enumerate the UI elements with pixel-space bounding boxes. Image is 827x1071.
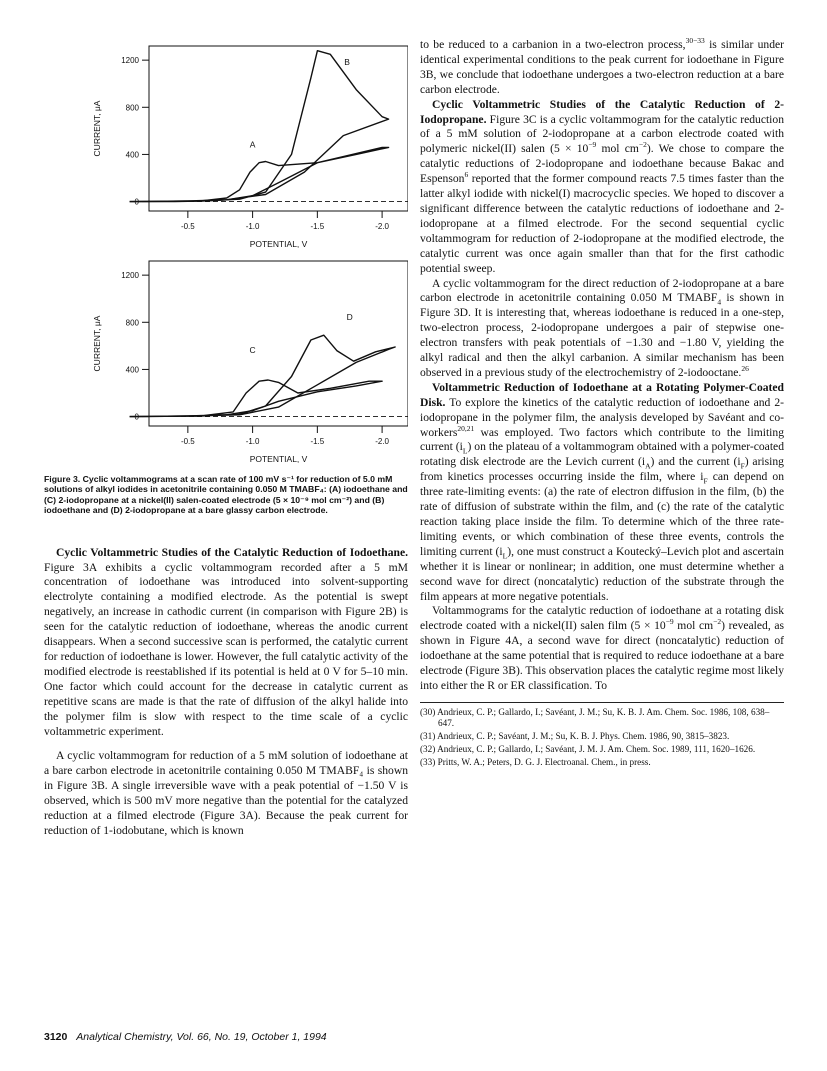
paragraph-text: A cyclic voltammogram for the direct reduction of 2-iodopropane at a bare carbon electrode in acetonitrile containing 0.050 M TMABF	[420, 276, 784, 305]
reference-item: (32) Andrieux, C. P.; Gallardo, I.; Savéant, J. M. J. Am. Chem. Soc. 1989, 111, 1620–1626.	[420, 743, 756, 754]
voltammogram-curve-d	[130, 335, 396, 416]
x-tick-label: -1.5	[310, 222, 325, 231]
paragraph-text: Figure 3A exhibits a cyclic voltammogram recorded after a 5 mM concentration of iodoethane was introduced into solvent-supporting electrolyte containing a modified electrode. As the potential is swept negatively, an increase in cathodic current (in comparison with Figure 2B) is seen for the catalytic reduction of iodoethane, whereas the anodic current disappears. When a second successive scan is performed, the catalytic current for reduction of iodoethane is lower. However, the full catalytic activity of the modified electrode is reestablished if its potential is held at 0 V for 5–10 min. One factor which could account for the decrease in catalytic current as repetitive scans are made is that the rate of diffusion of the alkyl halide into the polymer film is slow with respect to the time scale of a cyclic voltammetric experiment.	[44, 560, 408, 738]
y-tick-label: 0	[134, 197, 139, 207]
y-axis-label: CURRENT, μA	[92, 315, 102, 372]
y-tick-label: 1200	[121, 56, 139, 66]
figure-3	[44, 38, 408, 516]
x-tick-label: -1.0	[245, 437, 260, 446]
references	[420, 702, 784, 768]
exponent: −2	[713, 617, 722, 627]
section-heading: Cyclic Voltammetric Studies of the Catalytic Reduction of Iodoethane.	[56, 545, 408, 559]
y-tick-label: 800	[125, 103, 139, 113]
paragraph-text: ) on the plateau of a voltammogram obtained with a polymer-coated rotating disk electrode are the Levich current (i	[420, 440, 784, 469]
subscript: 4	[717, 297, 722, 307]
paragraph	[44, 546, 408, 740]
paragraph-text: can depend on three rate-limiting events: (a) the rate of electron diffusion in the film, (b) the rate of diffusion of substrate within the film, and (c) the rate of the catalytic reaction taking place inside the film. To determine which of the three rate-limiting events, or which combination of these three events, controls the limiting current (i	[420, 470, 784, 558]
citation: 20,21	[457, 423, 475, 433]
citation: 30−33	[685, 36, 705, 46]
x-tick-label: -1.0	[245, 222, 260, 231]
right-column	[420, 38, 784, 770]
citation: 26	[741, 364, 749, 374]
reference-item: (30) Andrieux, C. P.; Gallardo, I.; Savéant, J. M.; Su, K. B. J. Am. Chem. Soc. 1986, 108, 638–647.	[420, 706, 770, 728]
paragraph	[420, 277, 784, 381]
paragraph-text: mol cm	[596, 142, 639, 156]
paragraph-text: ). We chose to compare the catalytic reductions of 2-iodopropane and iodoethane because Bakac and Espenson	[420, 142, 784, 186]
figure-caption-text: Cyclic voltammograms at a scan rate of 100 mV s⁻¹ for reduction of 5.0 mM solutions of alkyl iodides in acetonitrile containing 0.050 M TMABF₄: (A) iodoethane and (C) 2-iodopropane at a nickel(II) salen-coated electrode (5 × 10⁻⁹ mol cm⁻²) and (B) iodoethane and (D) 2-iodopropane at a bare glassy carbon electrode.	[44, 474, 408, 516]
paragraph-text: ) arising from kinetics processes occurring inside the film, where i	[420, 455, 784, 484]
paragraph-text: to be reduced to a carbanion in a two-electron process,	[420, 38, 686, 51]
paragraph-text: Voltammograms for the catalytic reduction of iodoethane at a rotating disk electrode coated with a nickel(II) salen film (5 × 10	[420, 604, 784, 633]
paragraph	[420, 381, 784, 605]
subscript: A	[645, 461, 651, 471]
left-column	[44, 38, 408, 839]
curve-annotation: A	[249, 139, 256, 150]
subscript: F	[703, 476, 708, 486]
paragraph-text: is shown in Figure 3D. It is interesting that, whereas iodoethane is reduced in a one-step, two-electron process, 2-iodopropane undergoes a pair of stepwise one-electron transfers with peak potentials of −1.30 and −1.80 V, yielding the alkyl radical and then the alkyl carbanion. A similar mechanism has been observed in a previous study of the electrochemistry of 2-iodooctane.	[420, 291, 784, 379]
y-tick-label: 800	[125, 318, 139, 328]
x-axis-label: POTENTIAL, V	[249, 454, 308, 464]
page-footer	[44, 1031, 327, 1043]
y-tick-label: 400	[125, 365, 139, 375]
exponent: −9	[588, 140, 597, 150]
journal-citation: Analytical Chemistry, Vol. 66, No. 19, October 1, 1994	[76, 1031, 327, 1043]
citation: 6	[464, 170, 469, 180]
y-tick-label: 400	[125, 150, 139, 160]
reference-item: (31) Andrieux, C. P.; Savéant, J. M.; Su, K. B. J. Phys. Chem. 1986, 90, 3815–3823.	[420, 730, 730, 741]
paragraph-text: A cyclic voltammogram for reduction of a 5 mM solution of iodoethane at a bare carbon electrode in acetonitrile containing 0.050 M TMABF₄ is shown in Figure 3B. A single irreversible wave with a peak potential of −1.50 V is observed, which is 500 mV more negative than the potential for the catalyzed reduction at a filmed electrode (Figure 3A). Because the peak current for reduction of 1-iodobutane, which is known	[44, 749, 408, 837]
y-tick-label: 1200	[121, 271, 139, 281]
x-tick-label: -0.5	[180, 222, 195, 231]
y-tick-label: 0	[134, 412, 139, 422]
paragraph	[420, 38, 784, 98]
paragraph	[420, 604, 784, 693]
chart-panel-c-d	[44, 253, 408, 468]
paragraph-text: is similar under identical experimental conditions to the peak current for iodoethane in Figure 3B, we conclude that iodoethane undergoes a two-electron reduction at a bare carbon electrode.	[420, 38, 784, 96]
figure-caption	[44, 474, 408, 516]
paragraph-text: ) and the current (i	[650, 455, 741, 469]
exponent: −9	[665, 617, 674, 627]
figure-label: Figure 3.	[44, 474, 81, 484]
paragraph	[44, 749, 408, 838]
curve-annotation: D	[346, 311, 353, 322]
reference-item: (33) Pritts, W. A.; Peters, D. G. J. Electroanal. Chem., in press.	[420, 756, 651, 767]
x-tick-label: -1.5	[310, 437, 325, 446]
x-axis-label: POTENTIAL, V	[249, 239, 308, 249]
subscript: L	[462, 446, 468, 456]
section-heading: Cyclic Voltammetric Studies of the Catalytic Reduction of 2-Iodopropane.	[420, 97, 784, 126]
exponent: −2	[638, 140, 647, 150]
paragraph	[420, 98, 784, 277]
subscript: L	[502, 551, 508, 561]
paragraph-text: reported that the former compound reacts 7.5 times faster than the latter alkyl iodide with nickel(I) macrocyclic species. We hoped to discover a significant difference between the catalytic reductions of iodoethane and 2-iodopropane at a filmed electrode. For the second sequential cyclic voltammogram for reduction of 2-iodopropane at the modified electrode, the catalytic current was once again smaller than that for the first cathodic potential sweep.	[420, 172, 784, 275]
page-number: 3120	[44, 1031, 68, 1043]
chart-panel-a-b	[44, 38, 408, 253]
curve-annotation: B	[344, 56, 350, 67]
paragraph-text: ) revealed, as shown in Figure 4A, a second wave for direct (noncatalytic) reduction of iodoethane at the same potential that is required to reduce iodoethane at a bare electrode (Figure 3B). This observation places the catalytic regime most likely into either the R or ER classification. To	[420, 619, 785, 692]
paragraph-text: ), one must construct a Koutecký–Levich plot and ascertain whether it is linear or nonlinear; in addition, one must determine whether a second wave for direct (noncatalytic) reduction of the substrate through the film appears at more negative potentials.	[420, 544, 784, 603]
paragraph-text: mol cm	[673, 619, 714, 633]
x-tick-label: -0.5	[180, 437, 195, 446]
subscript: F	[740, 461, 745, 471]
section-heading: Voltammetric Reduction of Iodoethane at a Rotating Polymer-Coated Disk.	[420, 380, 784, 409]
paragraph-text: was employed. Two factors which contribute to the limiting current (i	[420, 425, 784, 454]
voltammogram-curve-b	[130, 51, 389, 202]
paragraph-text: Figure 3C is a cyclic voltammogram for the catalytic reduction of a 5 mM solution of 2-iodopropane at a carbon electrode coated with polymeric nickel(II) salen (5 × 10	[420, 112, 784, 156]
x-tick-label: -2.0	[375, 222, 389, 231]
y-axis-label: CURRENT, μA	[92, 100, 102, 157]
paragraph-text: To explore the kinetics of the catalytic reduction of iodoethane and 2-iodopropane in the polymer film, the analysis developed by Savéant and co-workers	[420, 395, 784, 439]
curve-annotation: C	[249, 344, 256, 355]
x-tick-label: -2.0	[375, 437, 389, 446]
